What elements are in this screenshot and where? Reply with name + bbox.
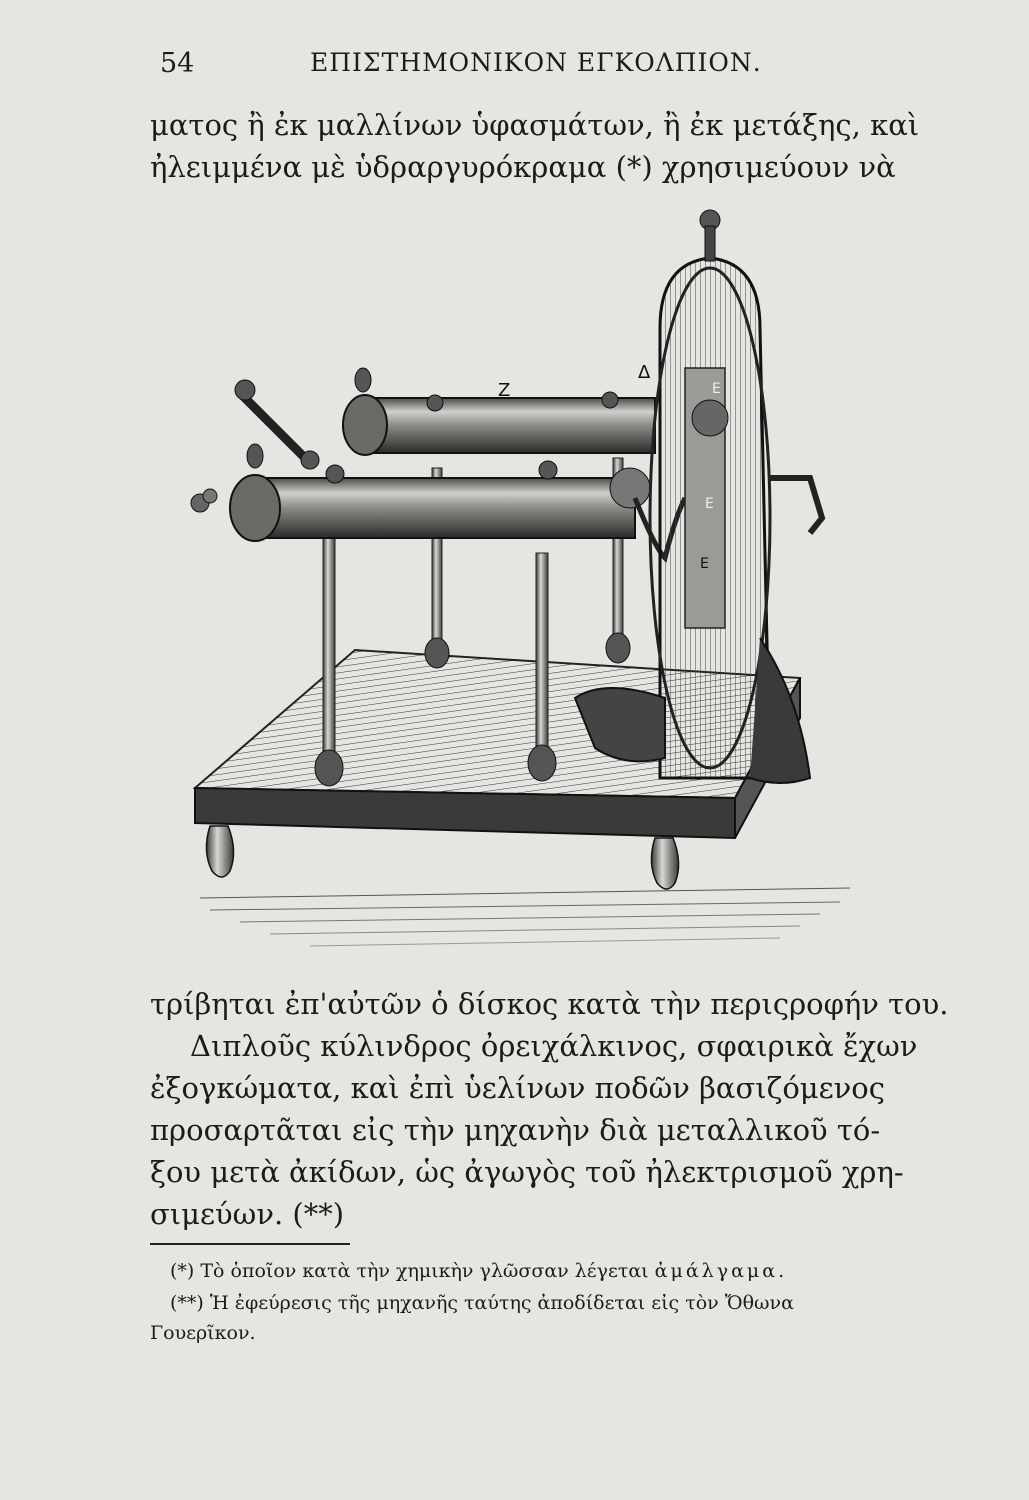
footnote-marker: (*) xyxy=(170,1260,195,1282)
text-line: ἐξογκώματα, καὶ ἐπὶ ὑελίνων ποδῶν βασιζόμενος xyxy=(150,1071,885,1105)
footnote-2 xyxy=(170,1292,890,1314)
footnote-term: ἀμάλγαμα. xyxy=(654,1260,788,1282)
page-header xyxy=(160,48,880,88)
text-line xyxy=(150,1029,918,1063)
text-line: ἠλειμμένα μὲ ὑδραργυρόκραμα (*) χρησιμεύουν νὰ xyxy=(150,150,896,184)
electrostatic-machine-engraving xyxy=(180,198,870,976)
footnote-1 xyxy=(170,1260,890,1282)
back-cylinder xyxy=(343,392,655,455)
footnote-2-continuation: Γουερῖκον. xyxy=(150,1322,256,1344)
running-title: ΕΠΙΣΤΗΜΟΝΙΚΟΝ ΕΓΚΟΛΠΙΟΝ. xyxy=(310,48,762,77)
figure-label-e: E xyxy=(712,381,721,397)
footnote-text: Ἡ ἐφεύρεσις τῆς μηχανῆς ταύτης ἀποδίδεται εἰς τὸν Ὄθωνα xyxy=(209,1292,794,1314)
text-line: σιμεύων. (**) xyxy=(150,1197,345,1231)
text-line-content: Διπλοῦς κύλινδρος ὀρειχάλκινος, σφαιρικὰ ἔχων xyxy=(190,1029,918,1063)
text-line: προσαρτᾶται εἰς τὴν μηχανὴν διὰ μεταλλικοῦ τό- xyxy=(150,1113,881,1147)
footnote-text: Τὸ ὁποῖον κατὰ τὴν χημικὴν γλῶσσαν λέγεται xyxy=(200,1260,649,1282)
figure-label-e: E xyxy=(705,496,714,512)
page-number: 54 xyxy=(160,48,195,79)
footnote-rule xyxy=(150,1243,350,1245)
text-line: ματος ἢ ἐκ μαλλίνων ὑφασμάτων, ἢ ἐκ μετάξης, καὶ xyxy=(150,108,920,142)
figure-label-z: Z xyxy=(498,380,511,401)
figure-label-e: E xyxy=(700,556,709,572)
text-line: τρίβηται ἐπ'αὐτῶν ὁ δίσκος κατὰ τὴν περιςροφήν του. xyxy=(150,987,949,1021)
base-board-front xyxy=(195,788,735,838)
text-line: ξου μετὰ ἀκίδων, ὡς ἀγωγὸς τοῦ ἠλεκτρισμοῦ χρη- xyxy=(150,1155,904,1189)
figure-label-delta: Δ xyxy=(638,362,651,383)
footnote-marker: (**) xyxy=(170,1292,204,1314)
ground-hatching xyxy=(200,888,850,946)
